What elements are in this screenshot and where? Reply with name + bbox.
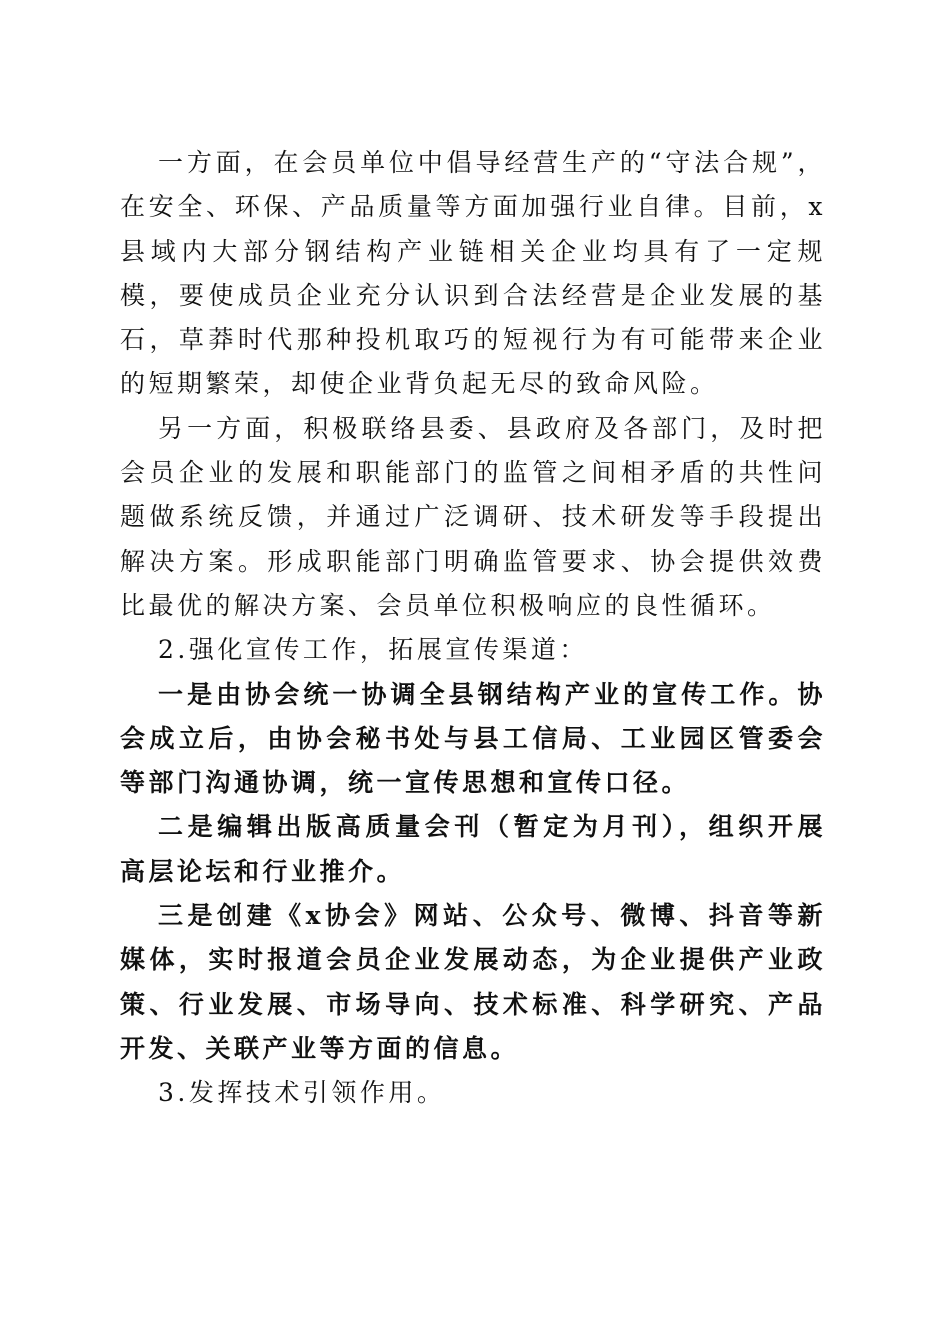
heading-publicity: 2.强化宣传工作，拓展宣传渠道： xyxy=(158,635,588,665)
heading-technical-leadership: 3.发挥技术引领作用。 xyxy=(158,1078,446,1108)
paragraph-publicity-second: 二是编辑出版高质量会刊（暂定为月刊），组织开展高层论坛和行业推介。 xyxy=(120,812,826,886)
paragraph-publicity-first: 一是由协会统一协调全县钢结构产业的宣传工作。协会成立后，由协会秘书处与县工信局、工业园区管委会等部门沟通协调，统一宣传思想和宣传口径。 xyxy=(120,679,826,798)
paragraph-publicity-third: 三是创建《x协会》网站、公众号、微博、抖音等新媒体，实时报道会员企业发展动态，为企业提供产业政策、行业发展、市场导向、技术标准、科学研究、产品开发、关联产业等方面的信息。 xyxy=(120,901,826,1063)
document-body xyxy=(120,141,826,1116)
paragraph-self-discipline: 一方面，在会员单位中倡导经营生产的“守法合规”，在安全、环保、产品质量等方面加强行业自律。目前，x县域内大部分钢结构产业链相关企业均具有了一定规模，要使成员企业充分认识到合法经营是企业发展的基石，草莽时代那种投机取巧的短视行为有可能带来企业的短期繁荣，却使企业背负起无尽的致命风险。 xyxy=(120,148,826,399)
paragraph-government-liaison: 另一方面，积极联络县委、县政府及各部门，及时把会员企业的发展和职能部门的监管之间相矛盾的共性问题做系统反馈，并通过广泛调研、技术研发等手段提出解决方案。形成职能部门明确监管要求、协会提供效费比最优的解决方案、会员单位积极响应的良性循环。 xyxy=(120,413,826,620)
